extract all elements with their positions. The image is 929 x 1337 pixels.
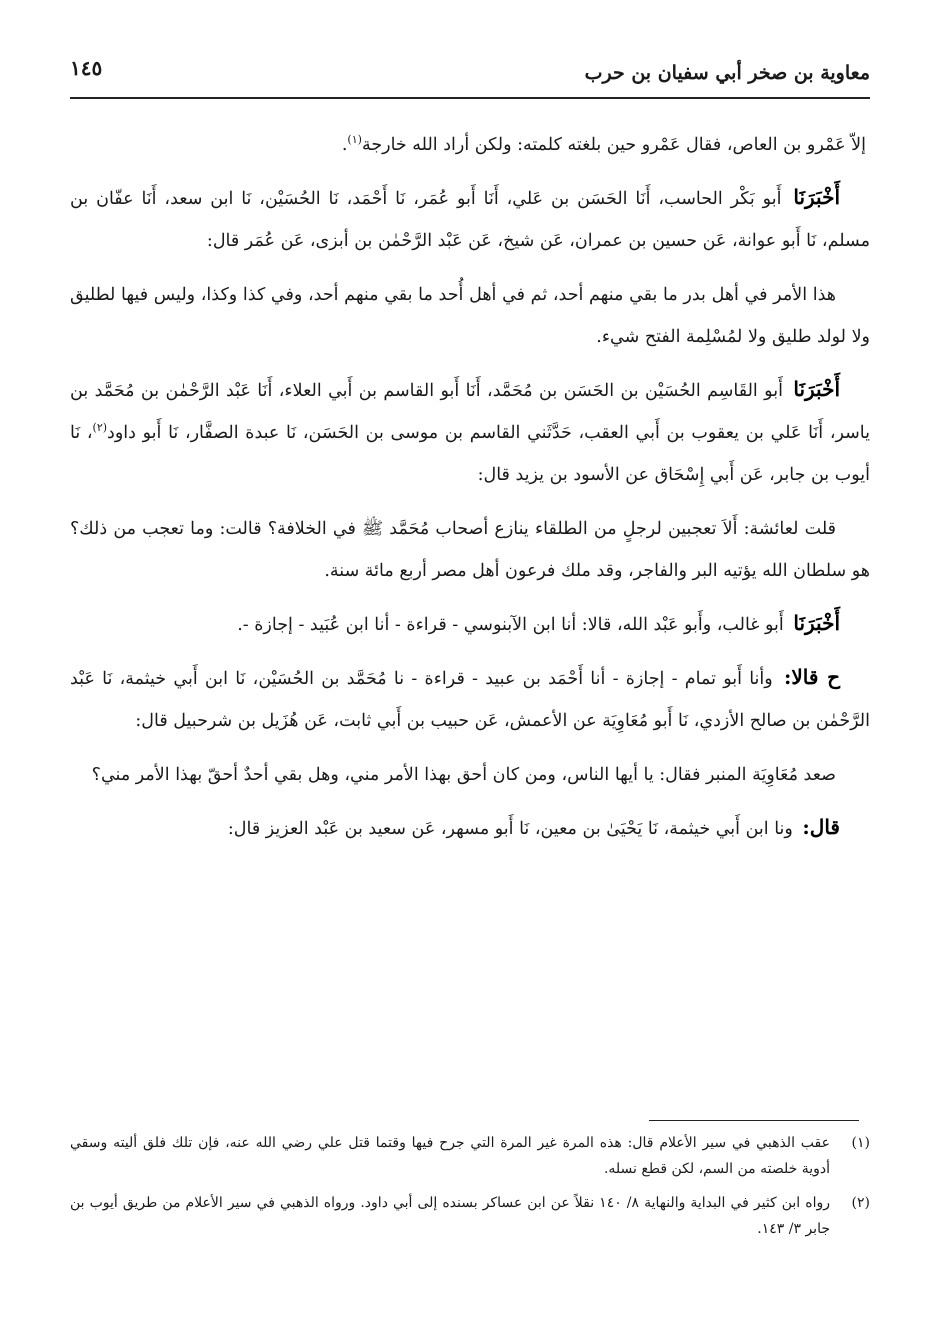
paragraph-lead: أَخْبَرَنَا xyxy=(793,185,840,209)
paragraph-4 xyxy=(70,368,870,496)
paragraph-3 xyxy=(70,272,870,358)
paragraph-2 xyxy=(70,176,870,262)
footnote-text: عقب الذهبي في سير الأعلام قال: هذه المرة غير المرة التي جرح فيها وقتما قتل علي رضي الله عنه، فإن تلك فلق أليته وسقي أدوية خلصته من السم، لكن قطع نسله. xyxy=(70,1135,830,1177)
paragraph-text: صعد مُعَاوِيَة المنبر فقال: يا أيها الناس، ومن كان أحق بهذا الأمر مني، وهل بقي أحدٌ أحقّ بهذا الأمر مني؟ xyxy=(91,765,836,785)
footnote-number: (١) xyxy=(851,1135,870,1151)
footnote-ref: (١) xyxy=(347,133,362,147)
footnote-1 xyxy=(70,1130,870,1182)
footnote-number: (٢) xyxy=(851,1195,870,1211)
paragraph-text: أَبو غالب، وأَبو عَبْد الله، قالا: أنا ابن الآبنوسي - قراءة - أنا ابن عُبَيد - إجازة -. xyxy=(237,615,790,635)
running-title: معاوية بن صخر أبي سفيان بن حرب xyxy=(584,62,870,84)
paragraph-text: أَبو بَكْر الحاسب، أَنَا الحَسَن بن عَلي، أَنَا أَبو عُمَر، نَا أَحْمَد، نَا الحُسَيْن، نَا ابن سعد، أَنَا عفّان بن مسلم، نَا أَبو عوانة، عَن حسين بن عمران، عَن شيخ، عَن عَبْد الرَّحْمٰن بن أبزى، عَن عُمَر قال: xyxy=(70,189,870,251)
paragraph-lead: قال: xyxy=(802,815,840,839)
header-rule xyxy=(70,97,870,99)
paragraph-8 xyxy=(70,752,870,796)
paragraph-text: إلاّ عَمْرو بن العاص، فقال عَمْرو حين بلغته كلمته: ولكن أراد الله خارجة xyxy=(361,135,866,155)
paragraph-text: ونا ابن أَبي خيثمة، نَا يَحْيَىٰ بن معين، نَا أَبو مسهر، عَن سعيد بن عَبْد العزيز قال: xyxy=(227,819,799,839)
footnotes xyxy=(70,1130,870,1250)
paragraph-tail: . xyxy=(341,135,348,155)
paragraph-6 xyxy=(70,602,870,646)
paragraph-5 xyxy=(70,506,870,592)
paragraph-text: وأنا أَبو تمام - إجازة - أنا أَحْمَد بن عبيد - قراءة - نا مُحَمَّد بن الحُسَيْن، نَا ابن أَبي خيثمة، نَا عَبْد الرَّحْمٰن بن صالح الأزدي، نَا أَبو مُعَاوِيَة عن الأعمش، عَن حبيب بن أَبي ثابت، عَن هُزَيل بن شرحبيل قال: xyxy=(70,669,870,731)
footnote-ref: (٢) xyxy=(92,421,108,435)
paragraph-text: هذا الأمر في أهل بدر ما بقي منهم أحد، ثم في أهل أُحد ما بقي منهم أحد، وفي كذا وكذا، وليس فيها لطليق ولا لولد طليق ولا لمُسْلِمة الفتح شيء. xyxy=(70,285,870,347)
paragraph-lead: ح قالا: xyxy=(783,665,840,689)
paragraph-lead: أَخْبَرَنَا xyxy=(793,377,840,401)
footnote-text: رواه ابن كثير في البداية والنهاية ٨/ ١٤٠ نقلاً عن ابن عساكر بسنده إلى أبي داود. ورواه الذهبي في سير الأعلام من طريق أيوب بن جابر ٣/ ١٤٣. xyxy=(70,1195,830,1237)
paragraph-text: قلت لعائشة: أَلاَ تعجبين لرجلٍ من الطلقاء ينازع أصحاب مُحَمَّد ﷺ في الخلافة؟ قالت: وما تعجب من ذلك؟ هو سلطان الله يؤتيه البر والفاجر، وقد ملك فرعون أهل مصر أربع مائة سنة. xyxy=(70,519,870,581)
paragraph-1 xyxy=(70,122,870,166)
paragraph-lead: أَخْبَرَنَا xyxy=(793,611,840,635)
footnote-rule xyxy=(649,1120,859,1121)
footnote-2 xyxy=(70,1190,870,1242)
paragraph-9 xyxy=(70,806,870,850)
paragraph-text: أَبو القَاسِم الحُسَيْن بن الحَسَن بن مُحَمَّد، أَنَا أَبو القاسم بن أَبي العلاء، أَنَا عَبْد الرَّحْمٰن بن مُحَمَّد بن ياسر، أَنَا عَلي بن يعقوب بن أَبي العقب، حَدَّثَني القاسم بن موسى بن الحَسَن، نَا عبدة الصفَّار، نَا أَبو داود xyxy=(70,381,870,443)
paragraph-7 xyxy=(70,656,870,742)
page-number: ١٤٥ xyxy=(70,56,103,80)
page-header xyxy=(70,52,870,92)
paragraph-tail: ، نَا أيوب بن جابر، عَن أَبي إِسْحَاق عن الأسود بن يزيد قال: xyxy=(70,423,870,485)
main-text xyxy=(70,122,870,860)
